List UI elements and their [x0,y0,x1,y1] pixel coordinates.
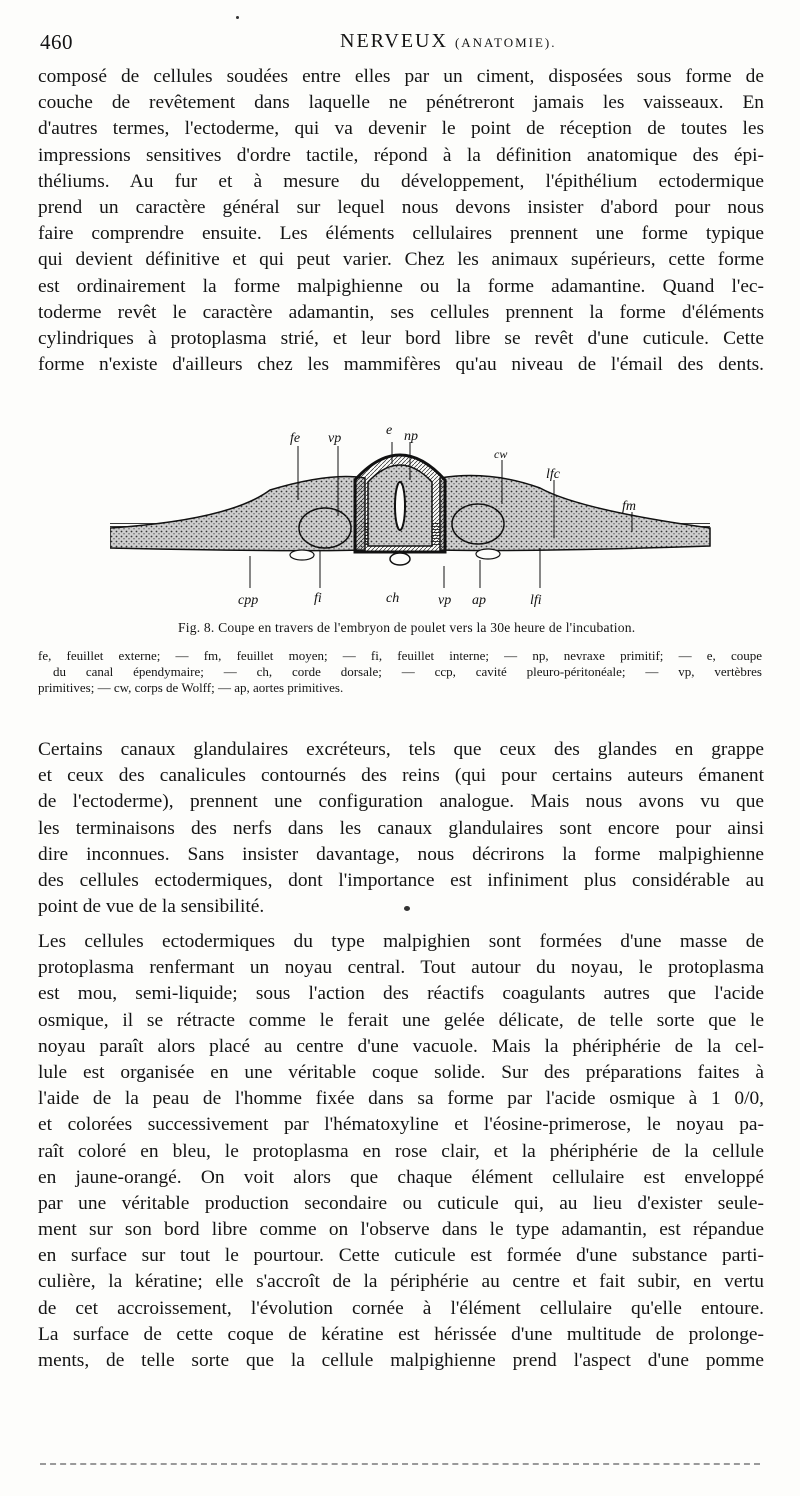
label-lfc: lfc [546,467,560,482]
ink-speck [404,906,410,911]
text-line: de l'ectoderme), prennent une configuration analogue. Mais nous avons vu que [38,791,764,813]
text-line: de cet accroissement, l'évolution cornée à l'élément cellulaire qu'elle entoure. [38,1297,764,1319]
text-line: ments, de telle sorte que la cellule malpighienne prend l'aspect d'une pomme [38,1350,764,1371]
running-title-main: NERVEUX [340,30,455,52]
text-line: protoplasma renfermant un noyau central. Tout autour du noyau, le protoplasma [38,957,764,979]
text-line: forme n'existe d'ailleurs chez les mammifères qu'au niveau de l'émail des dents. [38,354,764,376]
text-line: composé de cellules soudées entre elles par un ciment, disposées sous forme de [38,66,764,87]
text-line: Les cellules ectodermiques du type malpighien sont formées d'une masse de [38,931,764,952]
text-line: noyau paraît alors placé au centre d'une vacuole. Mais la phériphérie de la cel- [38,1035,764,1057]
text-line: et colorées successivement par l'hématoxyline et l'éosine-primerose, le noyau pa- [38,1114,764,1136]
text-line: Certains canaux glandulaires excréteurs, tels que ceux des glandes en grappe [38,739,764,760]
paragraph-1 [38,64,764,378]
text-line: les terminaisons des nerfs dans les canaux glandulaires sont encore pour ainsi [38,817,764,839]
label-ap: ap [472,593,486,608]
text-line: culière, la kératine; elle s'accroît de la périphérie au centre et fait subir, en vertu [38,1271,764,1293]
label-e: e [386,423,393,438]
label-cw: cw [494,447,508,461]
aorta-right [476,549,500,559]
text-line: et ceux des canalicules contournés des reins (qui pour certains auteurs émanent [38,765,764,787]
figure-legend [38,648,762,696]
figure-caption: Fig. 8. Coupe en travers de l'embryon de poulet vers la 30e heure de l'incubation. [178,620,636,635]
label-np: np [404,429,418,444]
text-line: prend un caractère général sur lequel nous devons insister d'abord pour nous [38,196,764,218]
text-line: La surface de cette coque de kératine est hérissée d'une multitude de prolonge- [38,1323,764,1345]
text-line: est ordinairement la forme malpighienne ou la forme adamantine. Quand l'ec- [38,275,764,297]
somite-left [299,508,351,548]
text-line: lule est organisée en une véritable coque solide. Sur des préparations faites à [38,1061,764,1083]
ink-speck [236,16,239,19]
running-title [340,30,557,53]
text-line: théliums. Au fur et à mesure du développement, l'épithélium ectodermique [38,170,764,192]
label-fm: fm [622,499,636,514]
text-line: qui devient définitive et qui peut varier. Chez les animaux supérieurs, cette forme [38,249,764,271]
paragraph-3 [38,929,764,1374]
legend-line: primitives; — cw, corps de Wolff; — ap, aortes primitives. [38,680,344,695]
notochord [390,553,410,565]
page-number: 460 [40,30,73,54]
label-fe: fe [290,431,301,446]
label-vp-bottom: vp [438,593,452,608]
embryo-illustration [110,420,750,610]
text-line: est mou, semi-liquide; sous l'action des réactifs coagulants autres que l'acide [38,983,764,1005]
text-line: ment sur son bord libre comme on l'observe dans le type adamantin, est répandue [38,1219,764,1241]
ependymal-canal [395,482,405,530]
running-header [40,30,762,60]
somite-right [452,504,504,544]
aorta-left [290,550,314,560]
running-title-subject: (ANATOMIE). [454,35,557,50]
text-line: en surface sur tout le pourtour. Cette cuticule est formée d'une substance parti- [38,1245,764,1267]
legend-line: du canal épendymaire; — ch, corde dorsale; — ccp, cavité pleuro-péritonéale; — vp, vertèbres [53,664,762,679]
text-line: couche de revêtement dans laquelle ne pénétreront jamais les vaisseaux. En [38,92,764,114]
label-vp-top: vp [328,431,342,446]
paragraph-2 [38,737,764,920]
text-line: l'aide de la peau de l'homme fixée dans sa forme par l'acide osmique à 1 0/0, [38,1088,764,1110]
footer-rule [40,1463,760,1465]
text-line: faire comprendre ensuite. Les éléments cellulaires prennent une forme typique [38,223,764,245]
text-line: dire inconnues. Sans insister davantage, nous décrirons la forme malpighienne [38,843,764,865]
legend-line: fe, feuillet externe; — fm, feuillet moyen; — fi, feuillet interne; — np, nevraxe primitif; — e, coupe [38,648,762,663]
text-line: point de vue de la sensibilité. [38,896,265,918]
label-cpp: cpp [238,593,259,608]
label-ch: ch [386,591,400,606]
text-line: toderme revêt le caractère adamantin, ses cellules prennent la forme d'éléments [38,301,764,323]
label-fi: fi [314,591,322,606]
text-line: cylindriques à protoplasma strié, et leur bord libre se revêt d'une cuticule. Cette [38,327,764,349]
text-line: par une véritable production secondaire ou cuticule qui, au lieu d'exister seule- [38,1192,764,1214]
text-line: en jaune-orangé. On voit alors que chaque élément cellulaire est enveloppé [38,1166,764,1188]
embryo-cross-section-figure [110,420,750,610]
text-line: impressions sensitives d'ordre tactile, répond à la définition anatomique des épi- [38,144,764,166]
text-line: raît coloré en bleu, le protoplasma en rose clair, et la phériphérie de la cellule [38,1140,764,1162]
label-lfi: lfi [530,593,542,608]
text-line: d'autres termes, l'ectoderme, qui va devenir le point de réception de toutes les [38,118,764,140]
text-line: osmique, il se rétracte comme le ferait une gelée délicate, de telle sorte que le [38,1009,764,1031]
text-line: des cellules ectodermiques, dont l'importance est infiniment plus considérable au [38,869,764,891]
